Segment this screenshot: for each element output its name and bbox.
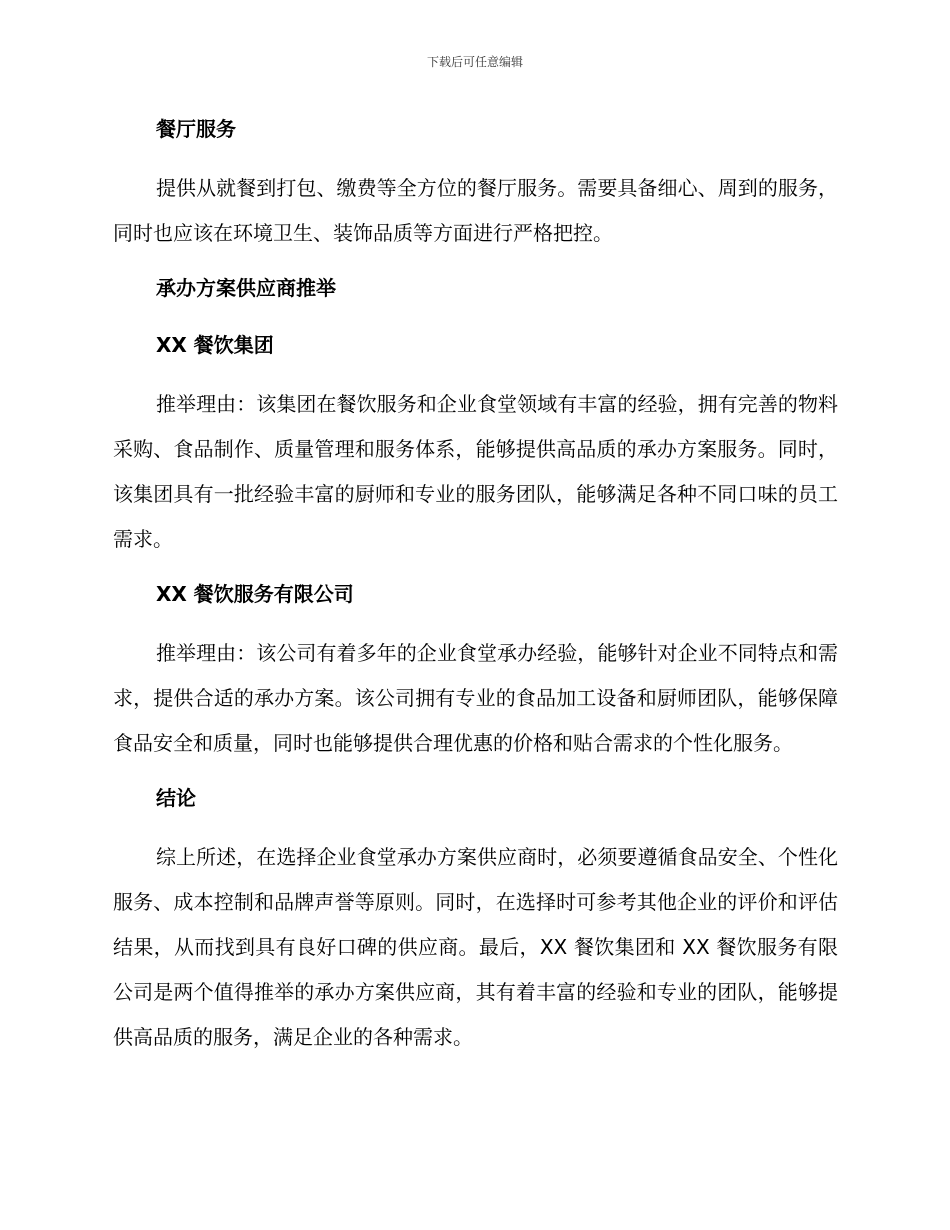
page-header: 下载后可任意编辑: [426, 55, 523, 69]
section-heading-restaurant-service: 餐厅服务: [156, 117, 236, 141]
section-paragraph-xx-catering-service-company: 推举理由：该公司有着多年的企业食堂承办经验，能够针对企业不同特点和需求，提供合适的承办方案。该公司拥有专业的食品加工设备和厨师团队，能够保障食品安全和质量，同时也能够提供合理优惠的价格和贴合需求的个性化服务。: [113, 641, 838, 755]
section-heading-xx-catering-group: XX 餐饮集团: [156, 333, 274, 357]
section-heading-conclusion: 结论: [156, 786, 196, 810]
section-heading-supplier-recommendation: 承办方案供应商推举: [156, 276, 336, 300]
document-body: [113, 109, 838, 1072]
section-paragraph-restaurant-service: 提供从就餐到打包、缴费等全方位的餐厅服务。需要具备细心、周到的服务，同时也应该在环境卫生、装饰品质等方面进行严格把控。: [113, 176, 838, 245]
section-heading-xx-catering-service-company: XX 餐饮服务有限公司: [156, 582, 354, 606]
section-paragraph-conclusion: 综上所述，在选择企业食堂承办方案供应商时，必须要遵循食品安全、个性化服务、成本控制和品牌声誉等原则。同时，在选择时可参考其他企业的评价和评估结果，从而找到具有良好口碑的供应商。最后，XX 餐饮集团和 XX 餐饮服务有限公司是两个值得推举的承办方案供应商，其有着丰富的经验和专业的团队，能够提供高品质的服务，满足企业的各种需求。: [113, 845, 838, 1049]
section-paragraph-xx-catering-group: 推举理由：该集团在餐饮服务和企业食堂领域有丰富的经验，拥有完善的物料采购、食品制作、质量管理和服务体系，能够提供高品质的承办方案服务。同时，该集团具有一批经验丰富的厨师和专业的服务团队，能够满足各种不同口味的员工需求。: [113, 392, 838, 551]
